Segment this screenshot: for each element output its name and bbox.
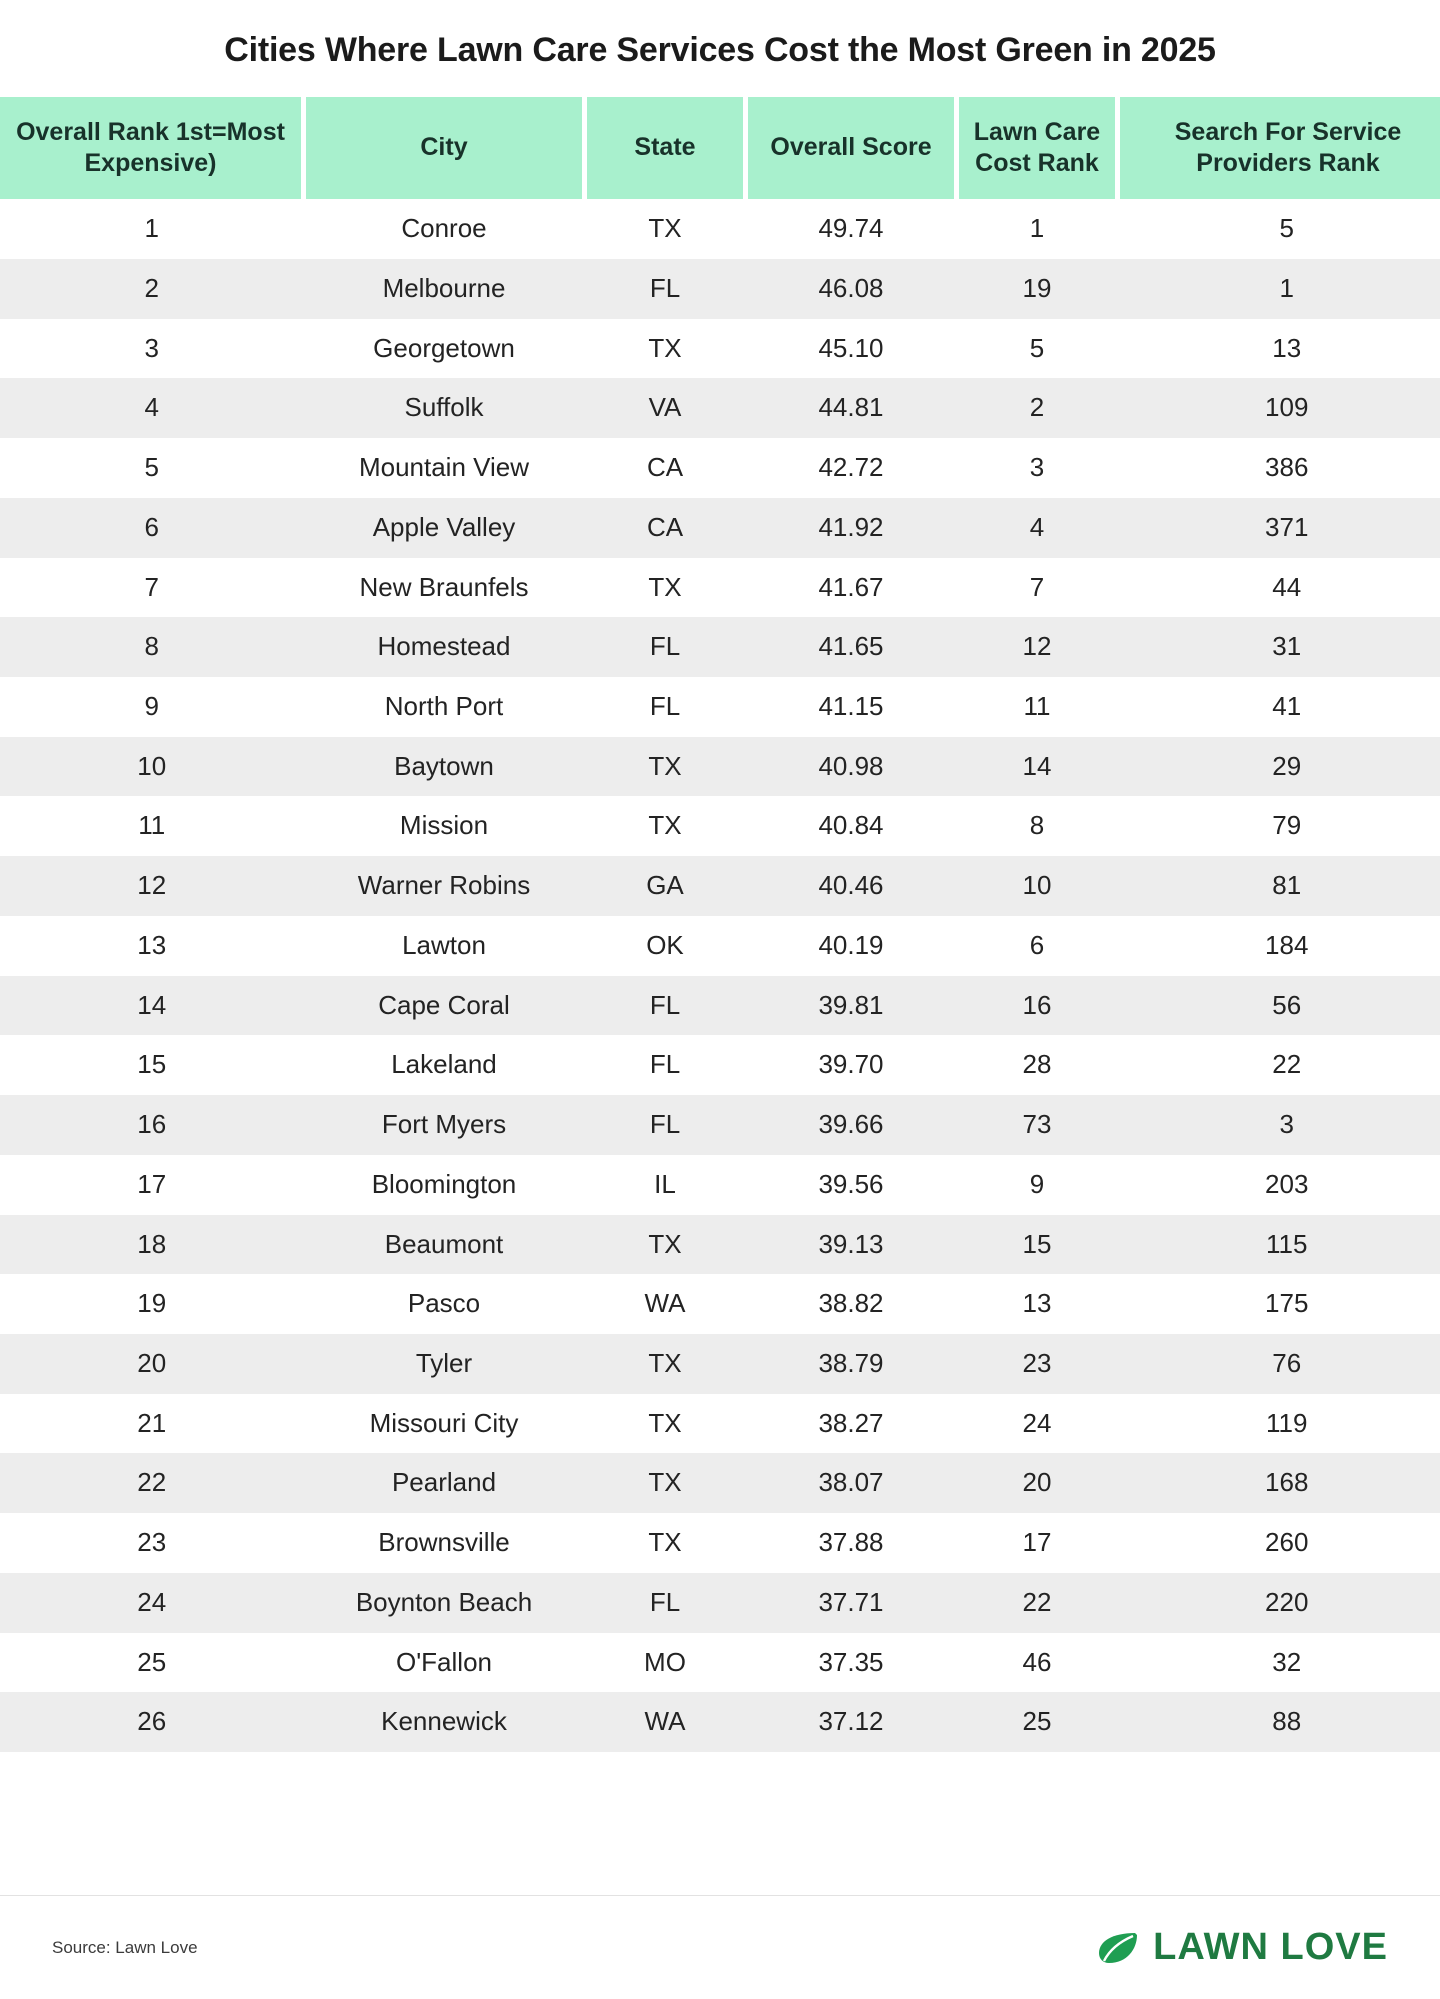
table-row (0, 737, 1440, 797)
cell-city: Tyler (304, 1334, 585, 1394)
cell-city: Lawton (304, 916, 585, 976)
cell-state: FL (585, 976, 746, 1036)
cell-city: Warner Robins (304, 856, 585, 916)
cell-city: Pearland (304, 1453, 585, 1513)
cell-overall-score: 45.10 (746, 319, 957, 379)
cell-state: TX (585, 319, 746, 379)
cell-overall-rank: 5 (0, 438, 304, 498)
cell-city: Georgetown (304, 319, 585, 379)
table-row (0, 1692, 1440, 1752)
cell-overall-score: 41.92 (746, 498, 957, 558)
cell-lawn-care-cost-rank: 15 (957, 1215, 1118, 1275)
page-title: Cities Where Lawn Care Services Cost the Most Green in 2025 (224, 31, 1216, 69)
cell-overall-rank: 10 (0, 737, 304, 797)
cell-state: MO (585, 1633, 746, 1693)
cell-overall-rank: 16 (0, 1095, 304, 1155)
cell-overall-score: 40.84 (746, 796, 957, 856)
table-header-row (0, 97, 1440, 200)
cell-state: TX (585, 558, 746, 618)
cell-overall-rank: 24 (0, 1573, 304, 1633)
cell-overall-rank: 2 (0, 259, 304, 319)
cell-city: Conroe (304, 199, 585, 259)
cell-overall-rank: 17 (0, 1155, 304, 1215)
cell-state: TX (585, 1513, 746, 1573)
footer (0, 1895, 1440, 1999)
cell-search-providers-rank: 109 (1118, 378, 1440, 438)
cell-city: Boynton Beach (304, 1573, 585, 1633)
cell-overall-rank: 6 (0, 498, 304, 558)
table-row (0, 1215, 1440, 1275)
cell-overall-rank: 7 (0, 558, 304, 618)
table-row (0, 498, 1440, 558)
cell-overall-score: 40.46 (746, 856, 957, 916)
table-body (0, 199, 1440, 1752)
cell-search-providers-rank: 76 (1118, 1334, 1440, 1394)
cell-state: GA (585, 856, 746, 916)
table-row (0, 1394, 1440, 1454)
cell-overall-score: 38.07 (746, 1453, 957, 1513)
cell-overall-rank: 4 (0, 378, 304, 438)
cell-overall-rank: 8 (0, 617, 304, 677)
cell-lawn-care-cost-rank: 24 (957, 1394, 1118, 1454)
cell-city: Kennewick (304, 1692, 585, 1752)
cell-overall-rank: 25 (0, 1633, 304, 1693)
cell-search-providers-rank: 203 (1118, 1155, 1440, 1215)
leaf-icon (1097, 1931, 1139, 1965)
cell-city: Mountain View (304, 438, 585, 498)
cell-overall-score: 41.15 (746, 677, 957, 737)
cell-lawn-care-cost-rank: 14 (957, 737, 1118, 797)
cell-overall-rank: 22 (0, 1453, 304, 1513)
cell-state: FL (585, 617, 746, 677)
cell-search-providers-rank: 44 (1118, 558, 1440, 618)
cell-city: Baytown (304, 737, 585, 797)
cell-search-providers-rank: 386 (1118, 438, 1440, 498)
cell-lawn-care-cost-rank: 25 (957, 1692, 1118, 1752)
cell-state: WA (585, 1692, 746, 1752)
cell-overall-score: 38.27 (746, 1394, 957, 1454)
cell-overall-rank: 12 (0, 856, 304, 916)
cell-overall-score: 39.66 (746, 1095, 957, 1155)
cell-lawn-care-cost-rank: 7 (957, 558, 1118, 618)
cell-state: TX (585, 1394, 746, 1454)
cell-overall-rank: 13 (0, 916, 304, 976)
cell-state: FL (585, 1095, 746, 1155)
table-row (0, 1095, 1440, 1155)
cell-lawn-care-cost-rank: 2 (957, 378, 1118, 438)
cell-overall-score: 39.13 (746, 1215, 957, 1275)
cell-city: Homestead (304, 617, 585, 677)
cell-state: TX (585, 199, 746, 259)
cell-state: TX (585, 737, 746, 797)
cell-overall-score: 38.82 (746, 1274, 957, 1334)
table-row (0, 976, 1440, 1036)
table-row (0, 1573, 1440, 1633)
cell-overall-score: 38.79 (746, 1334, 957, 1394)
cell-state: TX (585, 1334, 746, 1394)
column-header-overall-score: Overall Score (746, 97, 957, 200)
cell-state: TX (585, 796, 746, 856)
table-row (0, 617, 1440, 677)
cell-city: Cape Coral (304, 976, 585, 1036)
table-row (0, 677, 1440, 737)
cell-city: North Port (304, 677, 585, 737)
cell-overall-score: 37.35 (746, 1633, 957, 1693)
cell-search-providers-rank: 260 (1118, 1513, 1440, 1573)
cell-overall-score: 42.72 (746, 438, 957, 498)
cell-lawn-care-cost-rank: 17 (957, 1513, 1118, 1573)
table-row (0, 259, 1440, 319)
cell-overall-score: 37.12 (746, 1692, 957, 1752)
cell-overall-score: 39.70 (746, 1035, 957, 1095)
cell-search-providers-rank: 29 (1118, 737, 1440, 797)
cell-overall-rank: 14 (0, 976, 304, 1036)
cell-search-providers-rank: 13 (1118, 319, 1440, 379)
cell-state: OK (585, 916, 746, 976)
cell-state: FL (585, 1573, 746, 1633)
cell-overall-rank: 23 (0, 1513, 304, 1573)
cell-overall-score: 39.81 (746, 976, 957, 1036)
cell-overall-score: 39.56 (746, 1155, 957, 1215)
cell-lawn-care-cost-rank: 5 (957, 319, 1118, 379)
cell-search-providers-rank: 41 (1118, 677, 1440, 737)
cell-lawn-care-cost-rank: 4 (957, 498, 1118, 558)
cell-search-providers-rank: 31 (1118, 617, 1440, 677)
table-row (0, 199, 1440, 259)
cell-state: VA (585, 378, 746, 438)
cell-search-providers-rank: 5 (1118, 199, 1440, 259)
cell-city: Apple Valley (304, 498, 585, 558)
cell-lawn-care-cost-rank: 9 (957, 1155, 1118, 1215)
cell-state: FL (585, 1035, 746, 1095)
column-header-state: State (585, 97, 746, 200)
column-header-city: City (304, 97, 585, 200)
cell-lawn-care-cost-rank: 12 (957, 617, 1118, 677)
cell-city: Suffolk (304, 378, 585, 438)
cell-city: Bloomington (304, 1155, 585, 1215)
cell-overall-score: 40.98 (746, 737, 957, 797)
table-row (0, 796, 1440, 856)
cell-overall-score: 44.81 (746, 378, 957, 438)
cell-lawn-care-cost-rank: 16 (957, 976, 1118, 1036)
ranking-table-container (0, 97, 1440, 1895)
cell-lawn-care-cost-rank: 28 (957, 1035, 1118, 1095)
cell-city: Fort Myers (304, 1095, 585, 1155)
cell-overall-rank: 1 (0, 199, 304, 259)
cell-state: TX (585, 1215, 746, 1275)
cell-search-providers-rank: 220 (1118, 1573, 1440, 1633)
cell-search-providers-rank: 22 (1118, 1035, 1440, 1095)
table-row (0, 1334, 1440, 1394)
cell-state: IL (585, 1155, 746, 1215)
cell-state: FL (585, 259, 746, 319)
cell-lawn-care-cost-rank: 8 (957, 796, 1118, 856)
cell-lawn-care-cost-rank: 22 (957, 1573, 1118, 1633)
cell-search-providers-rank: 115 (1118, 1215, 1440, 1275)
cell-overall-rank: 26 (0, 1692, 304, 1752)
cell-search-providers-rank: 56 (1118, 976, 1440, 1036)
table-row (0, 558, 1440, 618)
table-row (0, 1633, 1440, 1693)
table-row (0, 1274, 1440, 1334)
cell-city: Melbourne (304, 259, 585, 319)
table-row (0, 1513, 1440, 1573)
cell-overall-rank: 9 (0, 677, 304, 737)
cell-lawn-care-cost-rank: 20 (957, 1453, 1118, 1513)
cell-search-providers-rank: 168 (1118, 1453, 1440, 1513)
cell-lawn-care-cost-rank: 19 (957, 259, 1118, 319)
cell-search-providers-rank: 32 (1118, 1633, 1440, 1693)
cell-city: Pasco (304, 1274, 585, 1334)
column-header-lawn-care-cost-rank: Lawn Care Cost Rank (957, 97, 1118, 200)
cell-lawn-care-cost-rank: 1 (957, 199, 1118, 259)
cell-search-providers-rank: 1 (1118, 259, 1440, 319)
cell-city: O'Fallon (304, 1633, 585, 1693)
column-header-search-providers-rank: Search For Service Providers Rank (1118, 97, 1440, 200)
cell-overall-rank: 20 (0, 1334, 304, 1394)
cell-overall-score: 37.71 (746, 1573, 957, 1633)
cell-search-providers-rank: 175 (1118, 1274, 1440, 1334)
cell-search-providers-rank: 3 (1118, 1095, 1440, 1155)
cell-city: Lakeland (304, 1035, 585, 1095)
cell-city: Missouri City (304, 1394, 585, 1454)
brand-logo (1097, 1926, 1388, 1969)
cell-lawn-care-cost-rank: 11 (957, 677, 1118, 737)
cell-overall-rank: 18 (0, 1215, 304, 1275)
cell-lawn-care-cost-rank: 23 (957, 1334, 1118, 1394)
brand-name: LAWN LOVE (1153, 1926, 1388, 1968)
cell-overall-score: 49.74 (746, 199, 957, 259)
cell-overall-rank: 15 (0, 1035, 304, 1095)
cell-state: FL (585, 677, 746, 737)
cell-city: New Braunfels (304, 558, 585, 618)
cell-overall-rank: 19 (0, 1274, 304, 1334)
cell-overall-score: 40.19 (746, 916, 957, 976)
cell-city: Brownsville (304, 1513, 585, 1573)
table-row (0, 438, 1440, 498)
cell-overall-rank: 11 (0, 796, 304, 856)
cell-search-providers-rank: 81 (1118, 856, 1440, 916)
cell-overall-rank: 3 (0, 319, 304, 379)
cell-overall-score: 41.67 (746, 558, 957, 618)
cell-lawn-care-cost-rank: 73 (957, 1095, 1118, 1155)
cell-overall-score: 37.88 (746, 1513, 957, 1573)
table-row (0, 1453, 1440, 1513)
table-row (0, 1035, 1440, 1095)
cell-city: Mission (304, 796, 585, 856)
cell-state: CA (585, 438, 746, 498)
cell-lawn-care-cost-rank: 6 (957, 916, 1118, 976)
cell-lawn-care-cost-rank: 13 (957, 1274, 1118, 1334)
table-row (0, 378, 1440, 438)
cell-state: TX (585, 1453, 746, 1513)
cell-lawn-care-cost-rank: 10 (957, 856, 1118, 916)
cell-state: CA (585, 498, 746, 558)
table-row (0, 1155, 1440, 1215)
cell-search-providers-rank: 184 (1118, 916, 1440, 976)
table-header (0, 97, 1440, 200)
cell-lawn-care-cost-rank: 46 (957, 1633, 1118, 1693)
table-row (0, 916, 1440, 976)
cell-lawn-care-cost-rank: 3 (957, 438, 1118, 498)
source-label: Source: Lawn Love (52, 1937, 198, 1957)
table-row (0, 319, 1440, 379)
cell-overall-score: 46.08 (746, 259, 957, 319)
cell-search-providers-rank: 79 (1118, 796, 1440, 856)
cell-search-providers-rank: 88 (1118, 1692, 1440, 1752)
cell-search-providers-rank: 119 (1118, 1394, 1440, 1454)
cell-search-providers-rank: 371 (1118, 498, 1440, 558)
cell-state: WA (585, 1274, 746, 1334)
column-header-overall-rank: Overall Rank 1st=Most Expensive) (0, 97, 304, 200)
table-row (0, 856, 1440, 916)
cell-overall-rank: 21 (0, 1394, 304, 1454)
cell-city: Beaumont (304, 1215, 585, 1275)
cell-overall-score: 41.65 (746, 617, 957, 677)
ranking-table (0, 97, 1440, 1752)
